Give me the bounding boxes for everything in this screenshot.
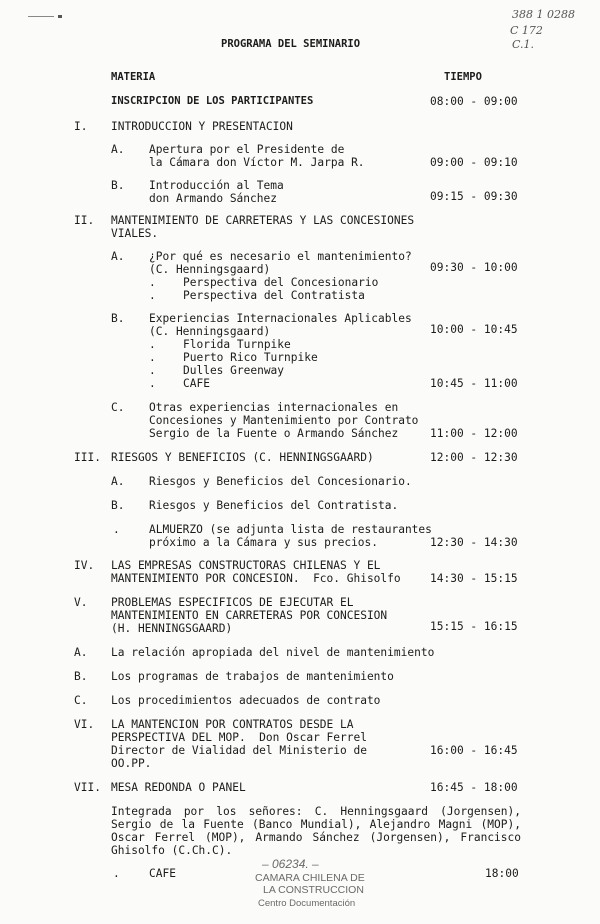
section-title: LA MANTENCION POR CONTRATOS DESDE LA [111, 718, 354, 731]
column-header-materia: MATERIA [111, 71, 156, 83]
bullet-text: Florida Turnpike [183, 338, 291, 351]
stamp-line: LA CONSTRUCCION [263, 884, 364, 896]
item-text: (C. Henningsgaard) [149, 263, 271, 276]
item-text: próximo a la Cámara y sus precios. [149, 536, 379, 549]
item-marker: B. [111, 179, 125, 192]
item-text: don Armando Sánchez [149, 192, 277, 205]
item-text: La relación apropiada del nivel de mantenimiento [111, 646, 435, 659]
item-text: Apertura por el Presidente de [149, 143, 345, 156]
time-slot: 08:00 - 09:00 [430, 95, 518, 108]
bullet-text: CAFE [183, 377, 210, 390]
item-marker: A. [111, 250, 125, 263]
scan-mark [28, 16, 54, 17]
column-header-tiempo: TIEMPO [444, 71, 482, 83]
page-title: PROGRAMA DEL SEMINARIO [221, 38, 361, 50]
section-title: LAS EMPRESAS CONSTRUCTORAS CHILENAS Y EL [111, 559, 381, 572]
item-text: Experiencias Internacionales Aplicables [149, 312, 412, 325]
section-title: Director de Vialidad del Ministerio de [111, 744, 367, 757]
item-text: (C. Henningsgaard) [149, 325, 271, 338]
time-slot: 09:15 - 09:30 [430, 190, 518, 203]
scan-mark [58, 15, 62, 18]
item-marker: B. [74, 670, 88, 683]
section-title: MANTENIMIENTO POR CONCESION. Fco. Ghisolfo [111, 572, 401, 585]
item-text: Introducción al Tema [149, 179, 284, 192]
section-title: MESA REDONDA O PANEL [111, 781, 246, 794]
section-number: III. [74, 451, 101, 464]
item-text: Sergio de la Fuente o Armando Sánchez [149, 427, 399, 440]
section-title: PERSPECTIVA DEL MOP. Don Oscar Ferrel [111, 731, 367, 744]
stamp-line: CAMARA CHILENA DE [255, 872, 365, 884]
panel-participants: Integrada por los señores: C. Henningsgaard (Jorgensen), Sergio de la Fuente (Banco Mundial), Alejandro Magni (MOP), Oscar Ferrel (MOP), Armando Sánchez (Jorgensen), Francisco Ghisolfo (C.Ch.C). [111, 805, 521, 857]
item-text: Otras experiencias internacionales en [149, 401, 399, 414]
time-slot: 18:00 [485, 867, 519, 880]
section-number: VII. [74, 781, 101, 794]
handwritten-annotation: 388 1 0288 [512, 8, 575, 21]
section-number: IV. [74, 559, 95, 572]
item-text: ¿Por qué es necesario el mantenimiento? [149, 250, 412, 263]
section-number: I. [74, 120, 88, 133]
registration-item: INSCRIPCION DE LOS PARTICIPANTES [111, 95, 314, 107]
item-text: Concesiones y Mantenimiento por Contrato [149, 414, 419, 427]
bullet: . [149, 364, 156, 377]
section-title: MANTENIMIENTO EN CARRETERAS POR CONCESION [111, 609, 388, 622]
item-text: Los procedimientos adecuados de contrato [111, 694, 381, 707]
bullet: . [113, 867, 120, 880]
bullet: . [113, 523, 120, 536]
section-title: RIESGOS Y BENEFICIOS (C. HENNINGSGAARD) [111, 451, 374, 464]
bullet: . [149, 276, 156, 289]
item-marker: B. [111, 499, 125, 512]
time-slot: 12:30 - 14:30 [430, 536, 518, 549]
item-marker: A. [111, 143, 125, 156]
bullet-text: Puerto Rico Turnpike [183, 351, 318, 364]
section-title: PROBLEMAS ESPECIFICOS DE EJECUTAR EL [111, 596, 354, 609]
section-number: II. [74, 214, 95, 227]
time-slot: 14:30 - 15:15 [430, 572, 518, 585]
item-text: CAFE [149, 867, 176, 880]
stamp-number: – 06234. – [262, 857, 319, 871]
item-marker: A. [111, 475, 125, 488]
time-slot: 10:45 - 11:00 [430, 377, 518, 390]
section-number: VI. [74, 718, 95, 731]
item-text: la Cámara don Víctor M. Jarpa R. [149, 156, 365, 169]
item-text: Riesgos y Beneficios del Concesionario. [149, 475, 412, 488]
item-marker: C. [74, 694, 88, 707]
time-slot: 16:45 - 18:00 [430, 781, 518, 794]
time-slot: 12:00 - 12:30 [430, 451, 518, 464]
handwritten-annotation: C.1. [512, 38, 535, 51]
section-title: (H. HENNINGSGAARD) [111, 622, 233, 635]
time-slot: 09:30 - 10:00 [430, 261, 518, 274]
section-title: MANTENIMIENTO DE CARRETERAS Y LAS CONCESIONES [111, 214, 415, 227]
time-slot: 09:00 - 09:10 [430, 156, 518, 169]
bullet-text: Perspectiva del Contratista [183, 289, 365, 302]
stamp-line: Centro Documentación [258, 898, 356, 909]
bullet: . [149, 351, 156, 364]
item-marker: B. [111, 312, 125, 325]
section-number: V. [74, 596, 88, 609]
item-text: Los programas de trabajos de mantenimiento [111, 670, 394, 683]
item-text: Riesgos y Beneficios del Contratista. [149, 499, 399, 512]
bullet: . [149, 377, 156, 390]
section-title: VIALES. [111, 227, 159, 240]
time-slot: 11:00 - 12:00 [430, 427, 518, 440]
bullet-text: Dulles Greenway [183, 364, 285, 377]
section-title: OO.PP. [111, 757, 152, 770]
section-title: INTRODUCCION Y PRESENTACION [111, 120, 293, 133]
handwritten-annotation: C 172 [510, 24, 543, 37]
time-slot: 16:00 - 16:45 [430, 744, 518, 757]
time-slot: 15:15 - 16:15 [430, 620, 518, 633]
item-text: ALMUERZO (se adjunta lista de restaurantes [149, 523, 432, 536]
item-marker: A. [74, 646, 88, 659]
bullet: . [149, 289, 156, 302]
bullet-text: Perspectiva del Concesionario [183, 276, 379, 289]
item-marker: C. [111, 401, 125, 414]
bullet: . [149, 338, 156, 351]
time-slot: 10:00 - 10:45 [430, 323, 518, 336]
